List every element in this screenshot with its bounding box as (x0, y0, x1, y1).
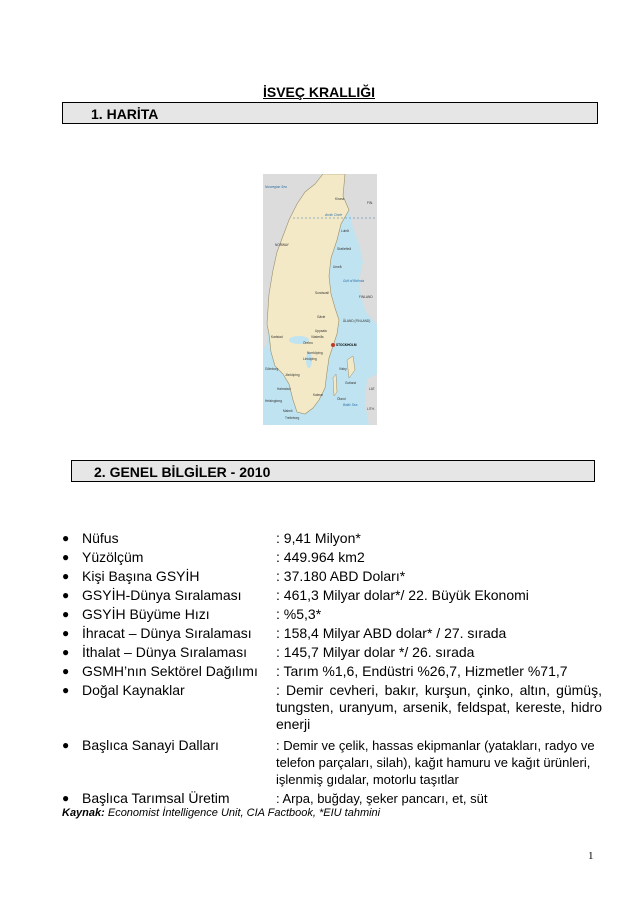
source-prefix: Kaynak: (62, 807, 105, 819)
info-label: GSYİH-Dünya Sıralaması (82, 587, 242, 603)
map-label-jonkoping: Jönköping (285, 373, 300, 377)
info-label: Nüfus (82, 530, 119, 546)
list-item (62, 790, 602, 807)
info-label: Başlıca Sanayi Dalları (82, 737, 219, 753)
bullet-icon: ● (62, 607, 70, 621)
map-label-orebro: Örebro (303, 341, 313, 345)
map-label-norway: NORWAY (275, 243, 289, 247)
map-label-kalmar: Kalmar (313, 393, 324, 397)
bullet-icon: ● (62, 791, 70, 805)
section-header-general-info (71, 460, 595, 482)
map-label-goteborg: Göteborg (265, 367, 279, 371)
info-label: İthalat – Dünya Sıralaması (82, 644, 247, 660)
section-label: HARİTA (106, 106, 159, 122)
map-label-lat: LAT. (369, 387, 376, 391)
info-value: : 37.180 ABD Doları* (276, 568, 406, 584)
source-text: Economist İntelligence Unit, CIA Factbook, *EIU tahmini (104, 807, 381, 819)
info-label: Doğal Kaynaklar (82, 682, 185, 698)
info-value: : Demir ve çelik, hassas ekipmanlar (yatakları, radyo ve telefon parçaları, silah), kağıt hamuru ve kağıt ürünleri, işlenmiş gıdalar, motorlu taşıtlar (276, 738, 595, 787)
info-label: GSYİH Büyüme Hızı (82, 606, 210, 622)
info-label: İhracat – Dünya Sıralaması (82, 625, 252, 641)
map-label-skelleftea: Skellefteå (337, 247, 351, 251)
info-value: : Tarım %1,6, Endüstri %26,7, Hizmetler %71,7 (276, 663, 568, 679)
general-info-list (62, 530, 602, 809)
info-value: : 158,4 Milyar ABD dolar* / 27. sırada (276, 625, 507, 641)
info-label: GSMH’nın Sektörel Dağılımı (82, 663, 258, 679)
map-stockholm-marker (331, 343, 335, 347)
bullet-icon: ● (62, 645, 70, 659)
sweden-map (263, 174, 377, 425)
map-label-fin: FIN. (367, 201, 374, 205)
info-value: : %5,3* (276, 606, 322, 622)
map-label-baltic-sea: Baltic Sea (343, 403, 358, 407)
map-label-aland: ÅLAND (FINLAND) (343, 319, 371, 323)
map-label-gavle: Gävle (317, 315, 326, 319)
map-label-arctic-circle: Arctic Circle (325, 213, 343, 217)
map-label-umea: Umeå (333, 265, 342, 269)
bullet-icon: ● (62, 683, 70, 697)
list-item (62, 606, 602, 623)
info-value: : 449.964 km2 (276, 549, 365, 565)
info-label: Başlıca Tarımsal Üretim (82, 790, 230, 806)
bullet-icon: ● (62, 664, 70, 678)
map-label-lulea: Luleå (341, 229, 349, 233)
list-item (62, 737, 602, 788)
bullet-icon: ● (62, 531, 70, 545)
map-label-norrkoping: Norrköping (307, 351, 323, 355)
map-label-vasteras: Västerås (311, 335, 324, 339)
map-label-uppsala: Uppsala (315, 329, 327, 333)
map-label-norwegian-sea: Norwegian Sea (265, 185, 287, 189)
map-label-malmo: Malmö (283, 409, 293, 413)
map-label-lith: LITH. (367, 407, 375, 411)
map-label-gotland: Gotland (345, 381, 357, 385)
info-value: : Demir cevheri, bakır, kurşun, çinko, altın, gümüş, tungsten, uranyum, arsenik, feldspat, kereste, hidro enerji (276, 682, 602, 732)
info-value: : 9,41 Milyon* (276, 530, 361, 546)
info-value: : 461,3 Milyar dolar*/ 22. Büyük Ekonomi (276, 587, 529, 603)
bullet-icon: ● (62, 588, 70, 602)
list-item (62, 549, 602, 566)
info-value: : 145,7 Milyar dolar */ 26. sırada (276, 644, 475, 660)
map-label-sundsvall: Sundsvall (315, 291, 329, 295)
map-label-gulf-of-bothnia: Gulf of Bothnia (343, 279, 365, 283)
bullet-icon: ● (62, 569, 70, 583)
map-label-halmstad: Halmstad (277, 387, 291, 391)
info-label: Kişi Başına GSYİH (82, 568, 200, 584)
map-label-karlstad: Karlstad (271, 335, 283, 339)
info-value: : Arpa, buğday, şeker pancarı, et, süt (276, 791, 488, 806)
list-item (62, 568, 602, 585)
bullet-icon: ● (62, 550, 70, 564)
section-label: GENEL BİLGİLER - 2010 (109, 464, 271, 480)
map-label-linkoping: Linköping (303, 357, 317, 361)
map-label-stockholm: STOCKHOLM (336, 343, 357, 347)
document-title: İSVEÇ KRALLIĞI (262, 84, 375, 100)
map-label-oland: Öland (337, 397, 346, 401)
list-item (62, 644, 602, 661)
list-item (62, 530, 602, 547)
list-item (62, 587, 602, 604)
map-label-helsingborg: Helsingborg (265, 399, 283, 403)
map-label-trelleborg: Trelleborg (285, 416, 300, 420)
bullet-icon: ● (62, 626, 70, 640)
section-number: 1. (91, 106, 103, 122)
map-label-visby: Visby (339, 367, 347, 371)
map-oland (333, 374, 337, 396)
section-number: 2. (94, 464, 106, 480)
list-item (62, 682, 602, 733)
list-item (62, 663, 602, 680)
map-label-finland: FINLAND (359, 295, 373, 299)
bullet-icon: ● (62, 738, 70, 752)
source-note (62, 807, 380, 819)
list-item (62, 625, 602, 642)
page-number: 1 (588, 850, 594, 862)
map-label-kiruna: Kiruna (335, 197, 345, 201)
section-header-map (62, 102, 598, 124)
info-label: Yüzölçüm (82, 549, 144, 565)
